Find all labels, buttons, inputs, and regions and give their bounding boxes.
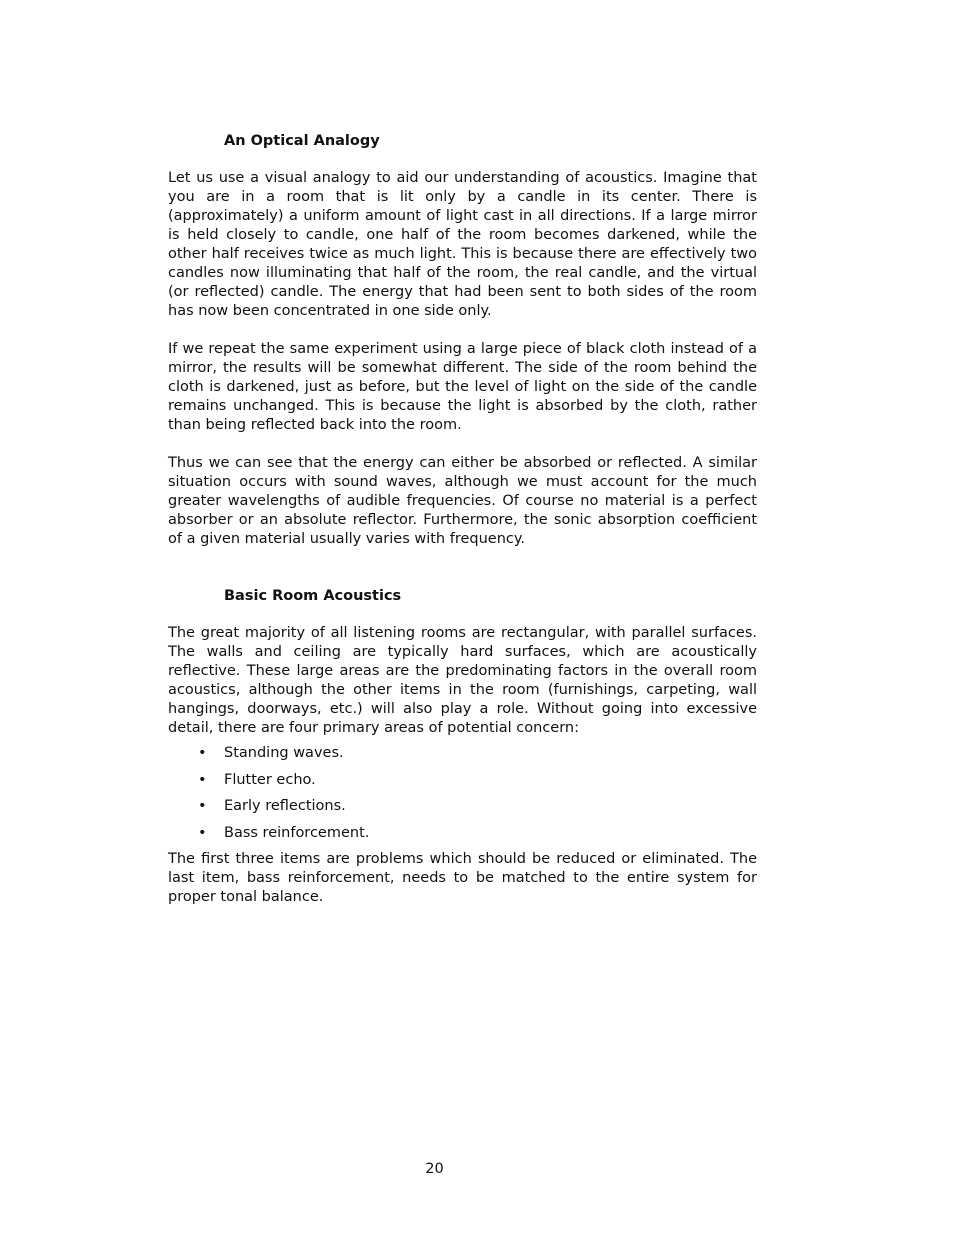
bullet-icon: • [198, 824, 207, 841]
paragraph-optical-3: Thus we can see that the energy can either be absorbed or reflected. A similar situation occurs with sound waves, although we must account for the much greater wavelengths of audible frequencies. Of course no material is a perfect absorber or an absolute reflector. Furthermore, the sonic absorption coefficient of a given material usually varies with frequency. [168, 455, 757, 547]
list-item [168, 797, 757, 816]
section-spacer [168, 568, 757, 586]
paragraph-room-intro: The great majority of all listening rooms are rectangular, with parallel surfaces. The walls and ceiling are typically hard surfaces, which are acoustically reflective. These large areas are the predominating factors in the overall room acoustics, although the other items in the room (furnishings, carpeting, wall hangings, doorways, etc.) will also play a role. Without going into excessive detail, there are four primary areas of potential concern: [168, 625, 757, 736]
page-number: 20 [425, 1161, 444, 1177]
section-heading-room-acoustics: Basic Room Acoustics [224, 588, 402, 604]
list-item [168, 744, 757, 763]
paragraph-optical-1: Let us use a visual analogy to aid our understanding of acoustics. Imagine that you are in a room that is lit only by a candle in its center. There is (approximately) a uniform amount of light cast in all directions. If a large mirror is held closely to candle, one half of the room becomes darkened, while the other half receives twice as much light. This is because there are effectively two candles now illuminating that half of the room, the real candle, and the virtual (or reflected) candle. The energy that had been sent to both sides of the room has now been concentrated in one side only. [168, 170, 757, 319]
paragraph-room-closing: The first three items are problems which should be reduced or eliminated. The last item, bass reinforcement, needs to be matched to the entire system for proper tonal balance. [168, 851, 757, 905]
document-page [168, 131, 757, 926]
section-heading-optical-analogy: An Optical Analogy [224, 133, 380, 149]
list-item [168, 824, 757, 843]
list-item-text: Bass reinforcement. [224, 824, 370, 841]
bullet-icon: • [198, 798, 207, 814]
list-item-text: Standing waves. [224, 745, 344, 761]
paragraph-optical-2: If we repeat the same experiment using a large piece of black cloth instead of a mirror, the results will be somewhat different. The side of the room behind the cloth is darkened, just as before, but the level of light on the side of the candle remains unchanged. This is because the light is absorbed by the cloth, rather than being reflected back into the room. [168, 341, 757, 433]
concern-list [168, 744, 757, 843]
list-item-text: Flutter echo. [224, 771, 316, 788]
list-item [168, 771, 757, 790]
bullet-icon: • [198, 745, 207, 761]
list-item-text: Early reflections. [224, 798, 346, 814]
bullet-icon: • [198, 771, 207, 788]
